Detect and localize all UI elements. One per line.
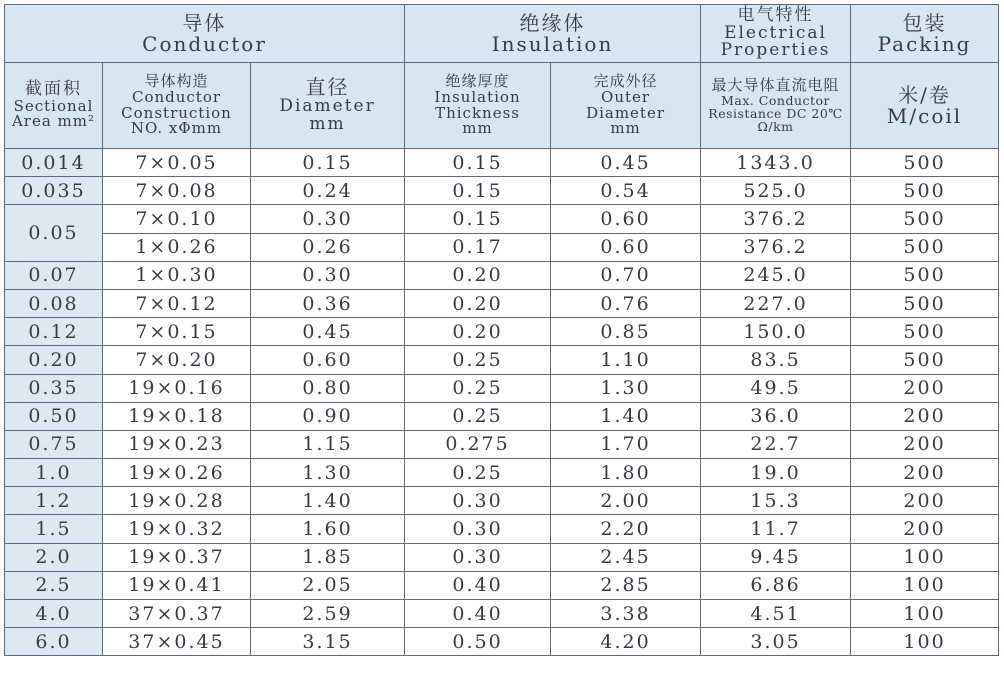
area-cell: 0.07 bbox=[5, 261, 103, 289]
area-cell: 0.20 bbox=[5, 346, 103, 374]
coil-cell: 200 bbox=[851, 515, 999, 543]
table-row bbox=[5, 346, 999, 374]
construction-cell: 7×0.10 bbox=[103, 205, 251, 233]
outer-cell: 2.85 bbox=[551, 571, 701, 599]
table-row bbox=[5, 515, 999, 543]
packing-group-header: 包装 Packing bbox=[851, 5, 999, 63]
table-row bbox=[5, 628, 999, 656]
table-row bbox=[5, 402, 999, 430]
thickness-cell: 0.50 bbox=[405, 628, 551, 656]
outer-cell: 1.10 bbox=[551, 346, 701, 374]
coil-cell: 500 bbox=[851, 346, 999, 374]
construction-cell: 1×0.30 bbox=[103, 261, 251, 289]
coil-cell: 500 bbox=[851, 261, 999, 289]
diameter-cell: 3.15 bbox=[251, 628, 405, 656]
thickness-cell: 0.25 bbox=[405, 459, 551, 487]
coil-cell: 100 bbox=[851, 571, 999, 599]
resistance-cell: 525.0 bbox=[701, 177, 851, 205]
table-body bbox=[5, 149, 999, 656]
resistance-cell: 6.86 bbox=[701, 571, 851, 599]
resistance-cell: 36.0 bbox=[701, 402, 851, 430]
construction-column-header: 导体构造 Conductor Construction NO. xΦmm bbox=[103, 63, 251, 149]
resistance-cell: 227.0 bbox=[701, 289, 851, 317]
resistance-cell: 22.7 bbox=[701, 430, 851, 458]
thickness-cell: 0.15 bbox=[405, 149, 551, 177]
area-cell: 1.0 bbox=[5, 459, 103, 487]
construction-cell: 19×0.32 bbox=[103, 515, 251, 543]
table-row bbox=[5, 543, 999, 571]
thickness-cell: 0.17 bbox=[405, 233, 551, 261]
coil-cell: 500 bbox=[851, 233, 999, 261]
thickness-column-header: 绝缘厚度 Insulation Thickness mm bbox=[405, 63, 551, 149]
resistance-cell: 49.5 bbox=[701, 374, 851, 402]
outer-diameter-column-header: 完成外径 Outer Diameter mm bbox=[551, 63, 701, 149]
thickness-cell: 0.30 bbox=[405, 543, 551, 571]
diameter-cell: 0.80 bbox=[251, 374, 405, 402]
construction-cell: 37×0.37 bbox=[103, 600, 251, 628]
area-cell: 2.5 bbox=[5, 571, 103, 599]
area-cell: 0.05 bbox=[5, 205, 103, 261]
diameter-column-header: 直径 Diameter mm bbox=[251, 63, 405, 149]
area-cell: 2.0 bbox=[5, 543, 103, 571]
diameter-cell: 0.60 bbox=[251, 346, 405, 374]
outer-cell: 0.70 bbox=[551, 261, 701, 289]
outer-cell: 3.38 bbox=[551, 600, 701, 628]
coil-cell: 500 bbox=[851, 205, 999, 233]
area-cell: 0.035 bbox=[5, 177, 103, 205]
area-cell: 6.0 bbox=[5, 628, 103, 656]
table-row bbox=[5, 177, 999, 205]
table-row bbox=[5, 487, 999, 515]
area-cell: 0.12 bbox=[5, 318, 103, 346]
thickness-cell: 0.30 bbox=[405, 487, 551, 515]
diameter-cell: 0.15 bbox=[251, 149, 405, 177]
resistance-cell: 83.5 bbox=[701, 346, 851, 374]
outer-cell: 0.60 bbox=[551, 233, 701, 261]
diameter-cell: 1.85 bbox=[251, 543, 405, 571]
diameter-cell: 0.26 bbox=[251, 233, 405, 261]
diameter-cell: 1.40 bbox=[251, 487, 405, 515]
outer-cell: 2.45 bbox=[551, 543, 701, 571]
diameter-cell: 0.30 bbox=[251, 205, 405, 233]
coil-cell: 200 bbox=[851, 459, 999, 487]
outer-cell: 1.30 bbox=[551, 374, 701, 402]
table-row bbox=[5, 205, 999, 233]
table-row bbox=[5, 318, 999, 346]
resistance-column-header: 最大导体直流电阻 Max. Conductor Resistance DC 20℃ Ω/km bbox=[701, 63, 851, 149]
resistance-cell: 4.51 bbox=[701, 600, 851, 628]
coil-cell: 200 bbox=[851, 487, 999, 515]
coil-cell: 500 bbox=[851, 149, 999, 177]
thickness-cell: 0.30 bbox=[405, 515, 551, 543]
diameter-cell: 0.24 bbox=[251, 177, 405, 205]
area-cell: 0.75 bbox=[5, 430, 103, 458]
area-cell: 1.2 bbox=[5, 487, 103, 515]
resistance-cell: 11.7 bbox=[701, 515, 851, 543]
area-cell: 1.5 bbox=[5, 515, 103, 543]
outer-cell: 4.20 bbox=[551, 628, 701, 656]
area-cell: 0.50 bbox=[5, 402, 103, 430]
construction-cell: 19×0.41 bbox=[103, 571, 251, 599]
thickness-cell: 0.20 bbox=[405, 289, 551, 317]
conductor-group-header: 导体 Conductor bbox=[5, 5, 405, 63]
diameter-cell: 2.05 bbox=[251, 571, 405, 599]
outer-cell: 1.70 bbox=[551, 430, 701, 458]
coil-cell: 200 bbox=[851, 374, 999, 402]
outer-cell: 0.60 bbox=[551, 205, 701, 233]
coil-cell: 100 bbox=[851, 600, 999, 628]
construction-cell: 19×0.28 bbox=[103, 487, 251, 515]
coil-cell: 100 bbox=[851, 543, 999, 571]
coil-column-header: 米/卷 M/coil bbox=[851, 63, 999, 149]
resistance-cell: 245.0 bbox=[701, 261, 851, 289]
diameter-cell: 0.45 bbox=[251, 318, 405, 346]
construction-cell: 7×0.08 bbox=[103, 177, 251, 205]
area-cell: 4.0 bbox=[5, 600, 103, 628]
construction-cell: 1×0.26 bbox=[103, 233, 251, 261]
table-row bbox=[5, 600, 999, 628]
outer-cell: 0.54 bbox=[551, 177, 701, 205]
area-column-header: 截面积 Sectional Area mm² bbox=[5, 63, 103, 149]
thickness-cell: 0.25 bbox=[405, 402, 551, 430]
resistance-cell: 15.3 bbox=[701, 487, 851, 515]
coil-cell: 200 bbox=[851, 402, 999, 430]
insulation-group-header: 绝缘体 Insulation bbox=[405, 5, 701, 63]
thickness-cell: 0.15 bbox=[405, 205, 551, 233]
coil-cell: 100 bbox=[851, 628, 999, 656]
construction-cell: 37×0.45 bbox=[103, 628, 251, 656]
thickness-cell: 0.20 bbox=[405, 318, 551, 346]
table-row bbox=[5, 261, 999, 289]
thickness-cell: 0.20 bbox=[405, 261, 551, 289]
outer-cell: 1.80 bbox=[551, 459, 701, 487]
construction-cell: 19×0.18 bbox=[103, 402, 251, 430]
table-row bbox=[5, 430, 999, 458]
outer-cell: 0.76 bbox=[551, 289, 701, 317]
table-row bbox=[5, 289, 999, 317]
electrical-group-header: 电气特性 Electrical Properties bbox=[701, 5, 851, 63]
diameter-cell: 0.90 bbox=[251, 402, 405, 430]
area-cell: 0.08 bbox=[5, 289, 103, 317]
construction-cell: 7×0.05 bbox=[103, 149, 251, 177]
resistance-cell: 376.2 bbox=[701, 205, 851, 233]
diameter-cell: 1.15 bbox=[251, 430, 405, 458]
resistance-cell: 376.2 bbox=[701, 233, 851, 261]
diameter-cell: 1.60 bbox=[251, 515, 405, 543]
outer-cell: 1.40 bbox=[551, 402, 701, 430]
resistance-cell: 3.05 bbox=[701, 628, 851, 656]
thickness-cell: 0.275 bbox=[405, 430, 551, 458]
diameter-cell: 1.30 bbox=[251, 459, 405, 487]
table-row bbox=[5, 571, 999, 599]
thickness-cell: 0.15 bbox=[405, 177, 551, 205]
construction-cell: 7×0.20 bbox=[103, 346, 251, 374]
area-cell: 0.35 bbox=[5, 374, 103, 402]
diameter-cell: 2.59 bbox=[251, 600, 405, 628]
outer-cell: 0.45 bbox=[551, 149, 701, 177]
table-row bbox=[5, 459, 999, 487]
outer-cell: 0.85 bbox=[551, 318, 701, 346]
table-row bbox=[5, 233, 999, 261]
table-row bbox=[5, 149, 999, 177]
coil-cell: 200 bbox=[851, 430, 999, 458]
construction-cell: 19×0.26 bbox=[103, 459, 251, 487]
resistance-cell: 19.0 bbox=[701, 459, 851, 487]
thickness-cell: 0.25 bbox=[405, 374, 551, 402]
construction-cell: 19×0.23 bbox=[103, 430, 251, 458]
wire-spec-table bbox=[4, 4, 999, 656]
resistance-cell: 9.45 bbox=[701, 543, 851, 571]
area-cell: 0.014 bbox=[5, 149, 103, 177]
thickness-cell: 0.25 bbox=[405, 346, 551, 374]
thickness-cell: 0.40 bbox=[405, 600, 551, 628]
construction-cell: 19×0.16 bbox=[103, 374, 251, 402]
outer-cell: 2.00 bbox=[551, 487, 701, 515]
diameter-cell: 0.30 bbox=[251, 261, 405, 289]
coil-cell: 500 bbox=[851, 177, 999, 205]
coil-cell: 500 bbox=[851, 318, 999, 346]
thickness-cell: 0.40 bbox=[405, 571, 551, 599]
construction-cell: 7×0.15 bbox=[103, 318, 251, 346]
resistance-cell: 1343.0 bbox=[701, 149, 851, 177]
construction-cell: 19×0.37 bbox=[103, 543, 251, 571]
diameter-cell: 0.36 bbox=[251, 289, 405, 317]
resistance-cell: 150.0 bbox=[701, 318, 851, 346]
outer-cell: 2.20 bbox=[551, 515, 701, 543]
construction-cell: 7×0.12 bbox=[103, 289, 251, 317]
coil-cell: 500 bbox=[851, 289, 999, 317]
table-row bbox=[5, 374, 999, 402]
